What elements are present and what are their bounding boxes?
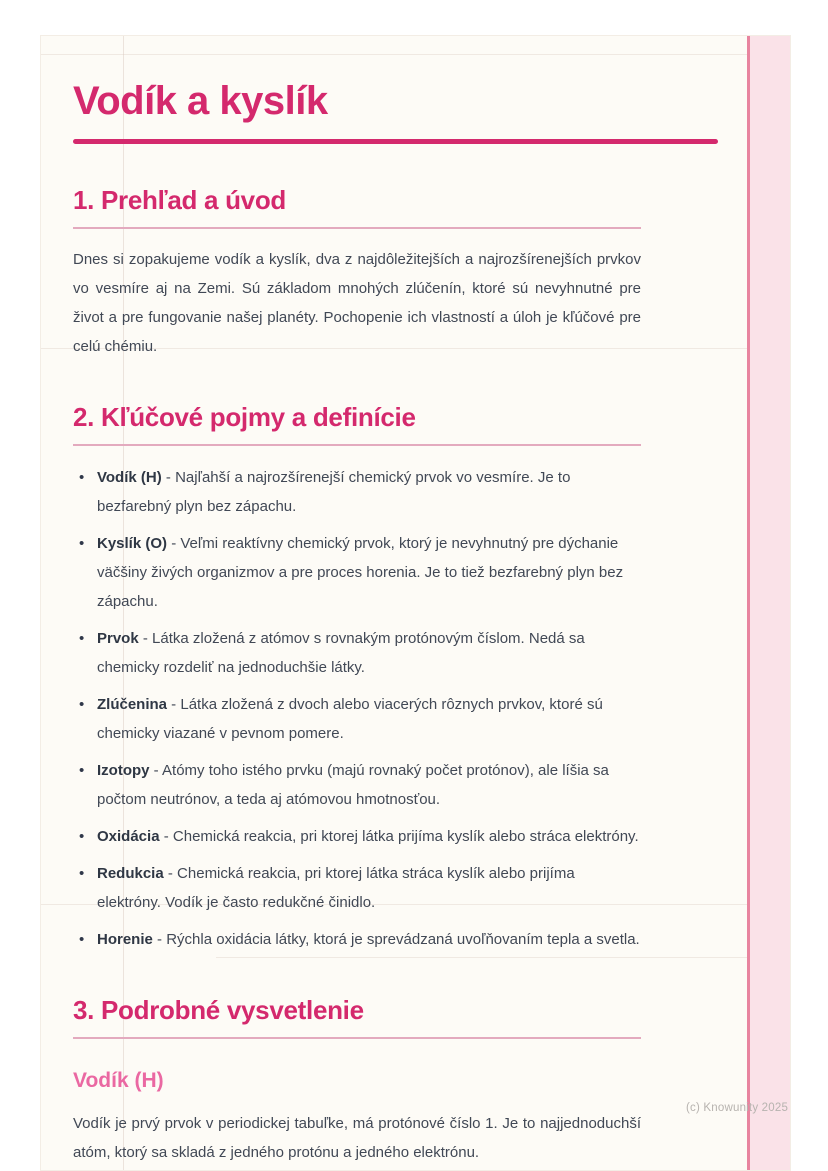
term-definition: Veľmi reaktívny chemický prvok, ktorý je nevyhnutný pre dýchanie väčšiny živých organizmov a pre proces horenia. Je to tiež bezfarebný plyn bez zápachu. xyxy=(97,535,624,610)
term-separator: - xyxy=(167,696,181,713)
term-item xyxy=(73,925,641,954)
term-label: Izotopy xyxy=(97,762,150,779)
page-title: Vodík a kyslík xyxy=(73,79,328,123)
title-divider xyxy=(73,139,718,144)
document-content xyxy=(73,36,641,1167)
term-definition: Najľahší a najrozšírenejší chemický prvok vo vesmíre. Je to bezfarebný plyn bez zápachu. xyxy=(97,469,571,515)
term-item xyxy=(73,624,641,682)
term-label: Oxidácia xyxy=(97,828,160,845)
term-label: Horenie xyxy=(97,931,153,948)
section-heading-key-terms: 2. Kľúčové pojmy a definície xyxy=(73,402,641,446)
accent-stripe xyxy=(747,36,790,1170)
term-definition: Chemická reakcia, pri ktorej látka prijíma kyslík alebo stráca elektróny. xyxy=(172,828,639,845)
overview-paragraph: Dnes si zopakujeme vodík a kyslík, dva z najdôležitejších a najrozšírenejších prvkov vo vesmíre aj na Zemi. Sú základom mnohých zlúčenín, ktoré sú nevyhnutné pre život a pre fungovanie našej planéty. Pochopenie ich vlastností a úloh je kľúčové pre celú chémiu. xyxy=(73,251,641,355)
term-item xyxy=(73,822,641,851)
term-separator: - xyxy=(167,535,181,552)
term-definition: Rýchla oxidácia látky, ktorá je sprevádzaná uvoľňovaním tepla a svetla. xyxy=(166,931,640,948)
term-definition: Látka zložená z atómov s rovnakým protónovým číslom. Nedá sa chemicky rozdeliť na jednoduchšie látky. xyxy=(97,630,585,676)
term-label: Kyslík (O) xyxy=(97,535,168,552)
term-item xyxy=(73,859,641,917)
term-definition: Látka zložená z dvoch alebo viacerých rôznych prvkov, ktoré sú chemicky viazané v pevnom pomere. xyxy=(97,696,603,742)
section-heading-details: 3. Podrobné vysvetlenie xyxy=(73,995,641,1039)
term-label: Prvok xyxy=(97,630,139,647)
bullet-icon: • xyxy=(79,535,85,552)
bullet-icon: • xyxy=(79,762,85,779)
term-separator: - xyxy=(138,630,153,647)
term-label: Zlúčenina xyxy=(97,696,168,713)
bullet-icon: • xyxy=(79,469,85,486)
term-label: Vodík (H) xyxy=(97,469,162,486)
term-definition: Atómy toho istého prvku (majú rovnaký počet protónov), ale líšia sa počtom neutrónov, a teda aj atómovou hmotnosťou. xyxy=(97,762,609,808)
page xyxy=(40,35,791,1171)
term-item xyxy=(73,463,641,521)
bullet-icon: • xyxy=(79,630,85,647)
section-heading-overview: 1. Prehľad a úvod xyxy=(73,185,641,229)
term-item xyxy=(73,690,641,748)
term-separator: - xyxy=(161,469,176,486)
term-definition: Chemická reakcia, pri ktorej látka stráca kyslík alebo prijíma elektróny. Vodík je často redukčné činidlo. xyxy=(97,865,575,911)
term-label: Redukcia xyxy=(97,865,164,882)
term-item xyxy=(73,529,641,616)
bullet-icon: • xyxy=(79,828,85,845)
subsection-heading-hydrogen: Vodík (H) xyxy=(73,1069,164,1092)
bullet-icon: • xyxy=(79,865,85,882)
term-separator: - xyxy=(152,931,167,948)
hydrogen-paragraph: Vodík je prvý prvok v periodickej tabuľke, má protónové číslo 1. Je to najjednoduchší atóm, ktorý sa skladá z jedného protónu a jedného elektrónu. xyxy=(73,1115,641,1161)
term-item xyxy=(73,756,641,814)
term-separator: - xyxy=(159,828,173,845)
term-separator: - xyxy=(163,865,178,882)
copyright-watermark: (c) Knowunity 2025 xyxy=(686,1102,789,1114)
term-separator: - xyxy=(149,762,163,779)
bullet-icon: • xyxy=(79,696,85,713)
bullet-icon: • xyxy=(79,931,85,948)
term-list xyxy=(73,463,641,954)
